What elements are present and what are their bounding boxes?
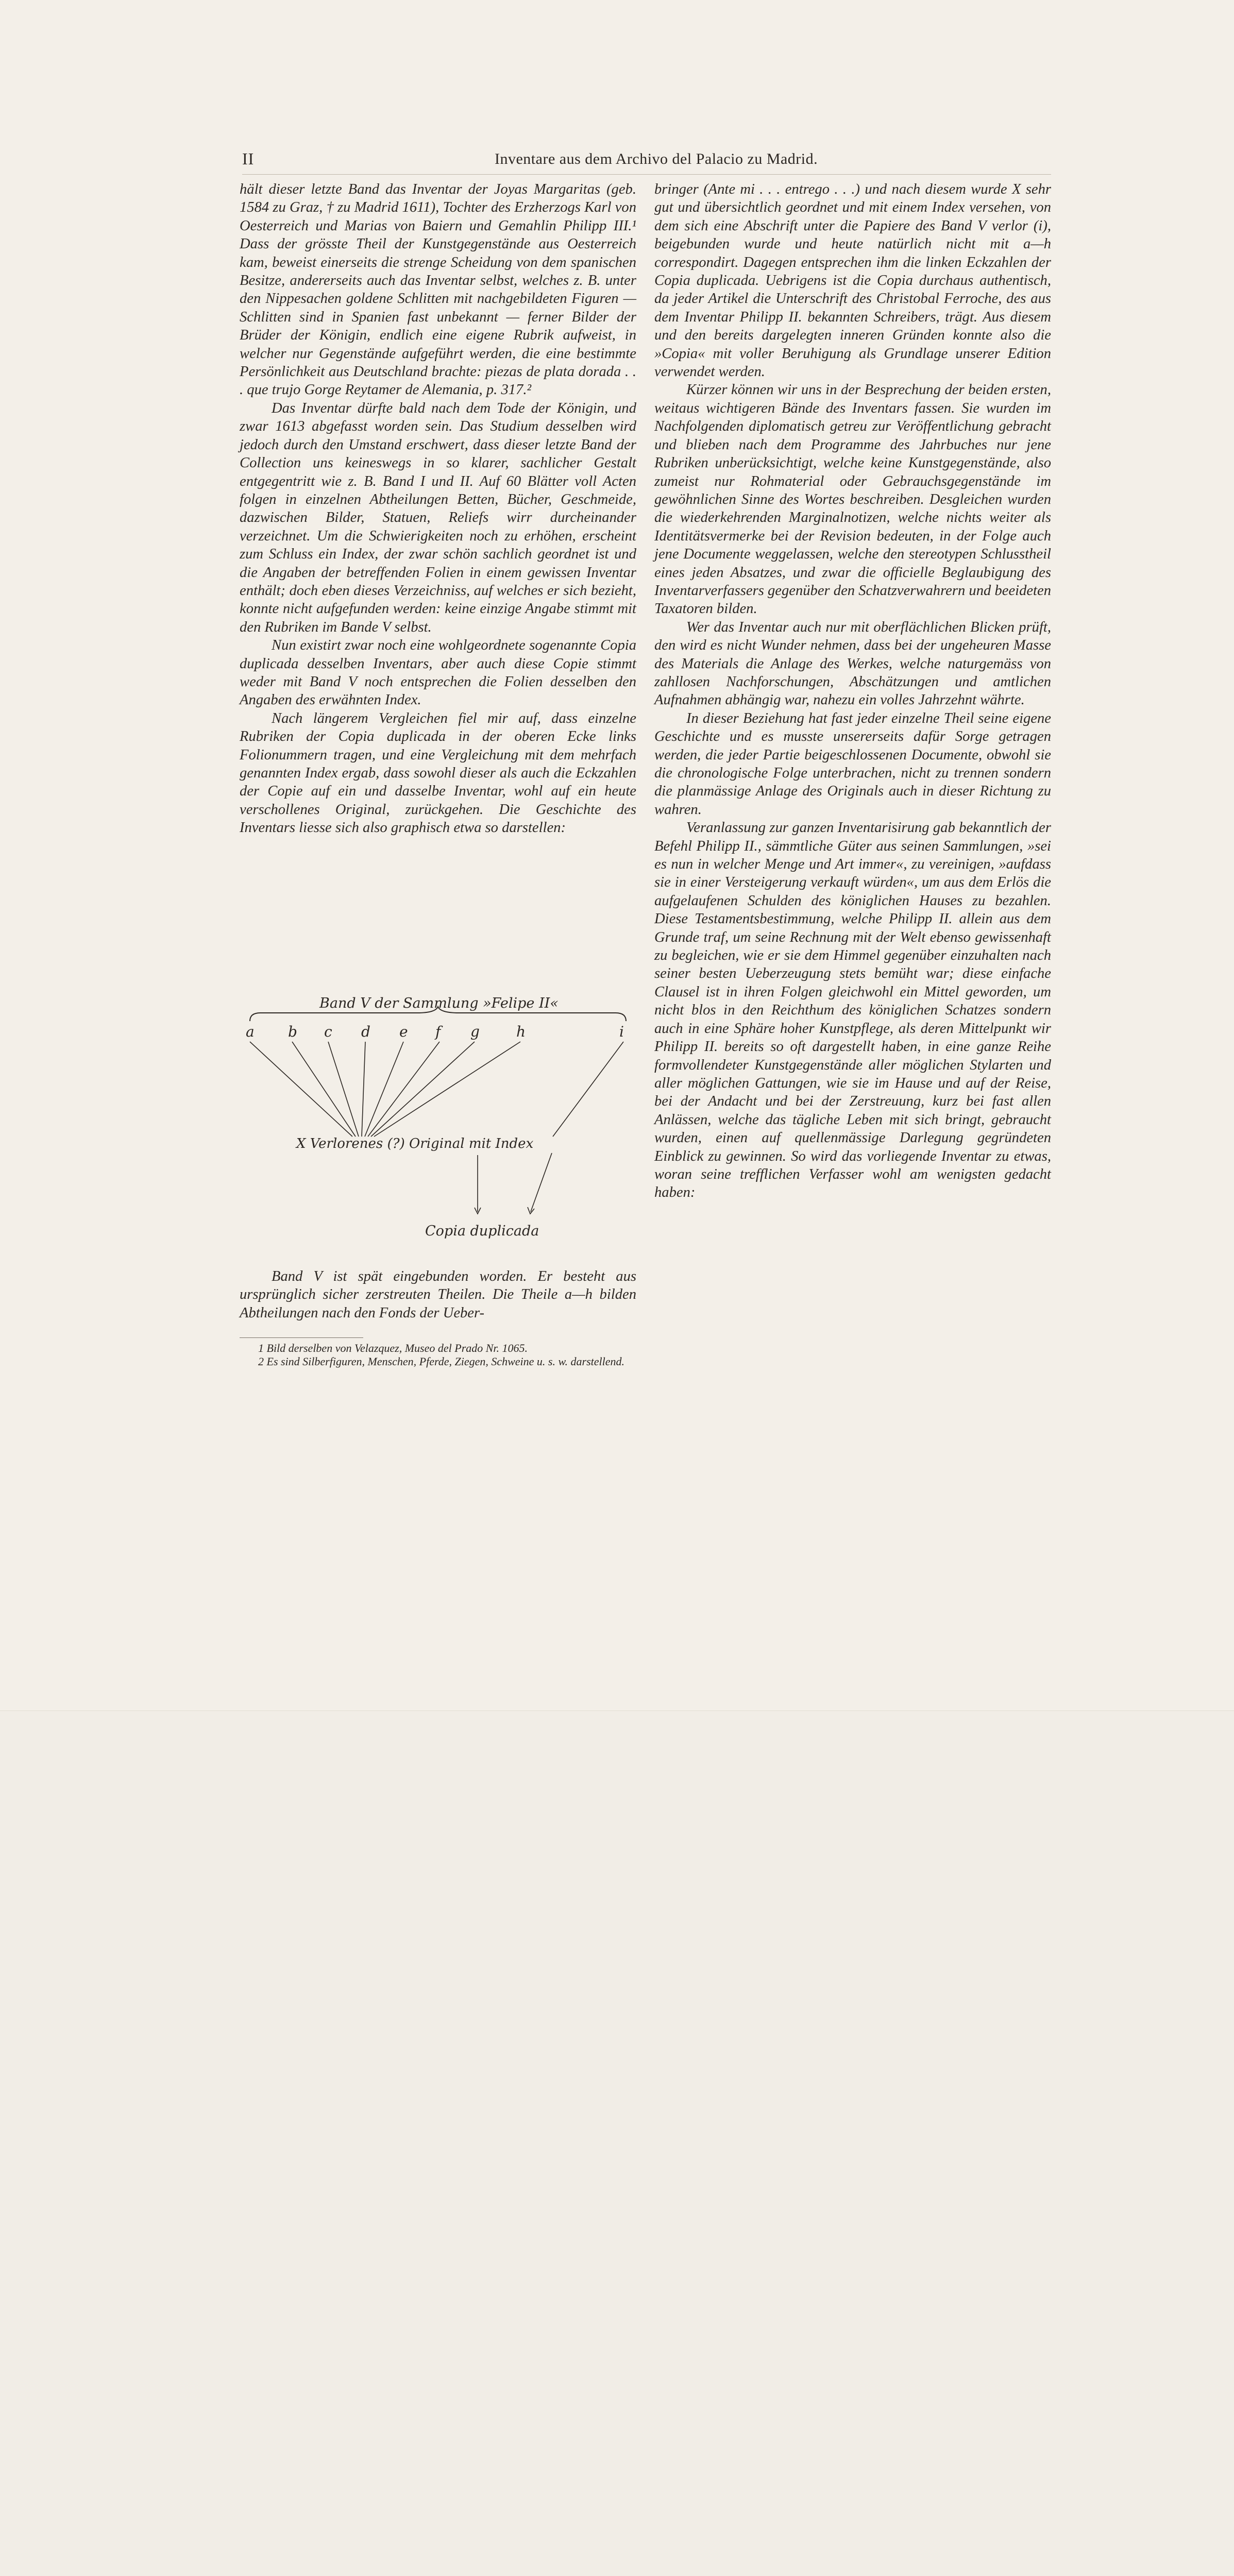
left-paragraph-3: Nun existirt zwar noch eine wohlgeordnete sogenannte Copia duplicada desselben Inventars, aber auch diese Copie stimmt weder mit Band V noch entsprechen die Folien desselben den Angaben des erwähnten Index. [240,637,636,708]
footnote-rule [240,1337,363,1338]
diagram-arrow-i [553,1042,623,1137]
right-paragraph-5: Veranlassung zur ganzen Inventarisirung gab bekanntlich der Befehl Philipp II., sämmtliche Güter aus seinen Sammlungen, »sei es nun in welcher Menge und Art immer«, zu vereinigen, »aufdass sie in einer Versteigerung verkauft würden«, um aus dem Erlös die aufgelaufenen Schulden des königlichen Hauses zu bezahlen. Diese Testamentsbestimmung, welche Philipp II. allein aus dem Grunde traf, um seine Rechnung mit der Welt ebenso gewissenhaft zu begleichen, wie er sie dem Himmel gegenüber einzuhalten nach seiner besten Ueberzeugung stets bemüht war; diese einfache Clausel ist in ihren Folgen gleichwohl ein Mittel geworden, um nicht blos in den Reichthum des königlichen Schatzes sondern auch in eine Sphäre hoher Kunstpflege, als deren Mittelpunkt wir Philipp II. bereits so oft dargestellt haben, in eine ganze Reihe formvollendeter Kunstgegenstände aller möglichen Stylarten und aller möglichen Gattungen, wie sie im Hause und auf der Reise, bei der Andacht und bei der Zerstreuung, kurz bei fast allen Anlässen, welche das tägliche Leben mit sich bringt, gebraucht wurden, einen auf quellenmässige Darlegung gegründeten Einblick zu gewinnen. So wird das vorliegende Inventar zu etwas, woran seine trefflichen Verfasser wohl am wenigsten gedacht haben: [654,820,1051,1201]
right-paragraph-4: In dieser Beziehung hat fast jeder einzelne Theil seine eigene Geschichte und es musste unsererseits dafür Sorge getragen werden, die jeder Partie beigeschlossenen Documente, obwohl sie die chronologische Folge unterbrachen, nicht zu trennen sondern die planmässige Anlage des Originals auch in dieser Richtung zu wahren. [654,710,1051,818]
left-paragraph-1: hält dieser letzte Band das Inventar der Joyas Margaritas (geb. 1584 zu Graz, † zu Madrid 1611), Tochter des Erzherzogs Karl von Oesterreich und Marias von Baiern und Gemahlin Philipp III.¹ Dass der grösste Theil der Kunstgegenstände aus Oesterreich kam, beweist einerseits die strenge Scheidung von dem spanischen Besitze, andererseits auch das Inventar selbst, welches z. B. unter den Nippesachen goldene Schlitten mit nachgebildeten Figuren — Schlitten sind in Spanien fast unbekannt — ferner Bilder der Brüder der Königin, endlich eine eigene Rubrik aufweist, in welcher nur Gegenstände aufgeführt werden, die eine bestimmte Persönlichkeit aus Deutschland brachte: piezas de plata dorada . . . que trujo Gorge Reytamer de Alemania, p. 317.² [240,181,636,398]
diagram-letter-a: a [246,1023,255,1040]
right-paragraph-1: bringer (Ante mi . . . entrego . . .) und nach diesem wurde X sehr gut und übersichtlich geordnet und mit einem Index versehen, von dem sich eine Abschrift unter die Papiere des Band V verlor (i), beigebunden wurde und heute natürlich nicht mit a—h correspondirt. Dagegen entsprechen ihm die linken Eckzahlen der Copia duplicada. Uebrigens ist die Copia durchaus authentisch, da jeder Artikel die Unterschrift des Christobal Ferroche, des aus dem Inventar Philipp II. bekannten Schreibers, trägt. Aus diesem und den bereits dargelegten inneren Gründen konnte also die »Copia« mit voller Beruhigung als Grundlage unserer Edition verwendet werden. [654,181,1051,380]
diagram-letters [246,1023,624,1040]
after-diagram-text: Band V ist spät eingebunden worden. Er besteht aus ursprünglich sicher zerstreuten Theilen. Die Theile a—h bilden Abtheilungen nach den Fonds der Ueber- [240,1268,636,1321]
running-title: Inventare aus dem Archivo del Palacio zu Madrid. [495,150,818,167]
footer-bar [0,1710,1234,1807]
diagram-top-label: Band V der Sammlung »Felipe II« [319,995,559,1011]
diagram-arrow-g [371,1042,475,1137]
header-rule [242,174,1051,175]
right-column [654,180,1051,1202]
diagram-arrow-h [374,1042,520,1137]
left-column [240,180,636,837]
diagram-letter-e: e [399,1023,408,1040]
page-number: II [242,149,255,168]
diagram-letter-c: c [324,1023,332,1040]
right-paragraph-3: Wer das Inventar auch nur mit oberflächlichen Blicken prüft, den wird es nicht Wunder nehmen, dass bei der ungeheuren Masse des Materials die Anlage des Werkes, welche naturgemäss von zahllosen Nachforschungen, Abschätzungen und amtlichen Aufnahmen abhängig war, nahezu ein volles Jahrzehnt währte. [654,619,1051,708]
diagram-bottom-label: Copia duplicada [425,1223,539,1239]
diagram-arrow-d [362,1042,365,1137]
diagram-middle-label: X Verlorenes (?) Original mit Index [296,1136,534,1151]
footnote-2: 2 Es sind Silberfiguren, Menschen, Pferde, Ziegen, Schweine u. s. w. darstellend. [258,1355,625,1368]
diagram-letter-f: f [435,1023,441,1040]
diagram-letter-g: g [470,1023,480,1040]
diagram-letter-b: b [288,1023,297,1040]
inventory-diagram [240,989,636,1257]
left-paragraph-4: Nach längerem Vergleichen fiel mir auf, dass einzelne Rubriken der Copia duplicada in der oberen Ecke links Folionummern tragen, und eine Vergleichung mit dem mehrfach genannten Index ergab, dass sowohl dieser als auch die Eckzahlen der Copie auf ein und dasselbe Inventar, wohl auf ein heute verschollenes Original, zurückgehen. Die Geschichte des Inventars liesse sich also graphisch etwa so darstellen: [240,710,636,836]
left-paragraph-2: Das Inventar dürfte bald nach dem Tode der Königin, und zwar 1613 abgefasst worden sein. Das Studium desselben wird jedoch durch den Umstand erschwert, dass dieser letzte Band der Collection uns keineswegs in so klarer, sachlicher Gestalt entgegentritt wie z. B. Band I und II. Auf 60 Blätter voll Acten folgen in einzelnen Abtheilungen Betten, Bücher, Geschmeide, dazwischen Bilder, Statuen, Reliefs wirr durcheinander verzeichnet. Um die Schwierigkeiten noch zu erhöhen, erscheint zum Schluss ein Index, der zwar schön sachlich geordnet ist und die Angaben der betreffenden Folien in einem gewissen Inventar enthält; doch eben dieses Verzeichniss, auf welches er sich bezieht, konnte nicht aufgefunden werden: keine einzige Angabe stimmt mit den Rubriken im Bande V selbst. [240,400,636,635]
footnote-1: 1 Bild derselben von Velazquez, Museo del Prado Nr. 1065. [258,1342,528,1354]
diagram-arrow-e [365,1042,403,1137]
footnotes [240,1342,636,1368]
diagram-arrows [250,1042,623,1137]
diagram-arrow-f [368,1042,439,1137]
diagram-letter-h: h [516,1023,526,1040]
diagram-letter-i: i [619,1023,624,1040]
diagram-letter-d: d [361,1023,370,1040]
after-diagram-paragraph [240,1267,636,1322]
right-paragraph-2: Kürzer können wir uns in der Besprechung der beiden ersten, weitaus wichtigeren Bände des Inventars fassen. Sie wurden im Nachfolgenden diplomatisch getreu zur Veröffentlichung gebracht und blieben nach dem Programme des Jahrbuches nur jene Rubriken unberücksichtigt, welche keine Kunstgegenstände, also zumeist nur Rohmaterial oder Gebrauchsgegenstände im gewöhnlichen Sinne des Wortes beschreiben. Desgleichen wurden die wiederkehrenden Marginalnotizen, welche nichts weiter als Identitätsvermerke bei der Revision bedeuten, in der Folge auch jene Documente weggelassen, welche den stereotypen Schlusstheil eines jeden Absatzes, und zwar die officielle Beglaubigung des Inventarverfassers gegenüber den Schatzverwahrern und beeideten Taxatoren bilden. [654,382,1051,617]
diagram-arrow-c [328,1042,359,1137]
